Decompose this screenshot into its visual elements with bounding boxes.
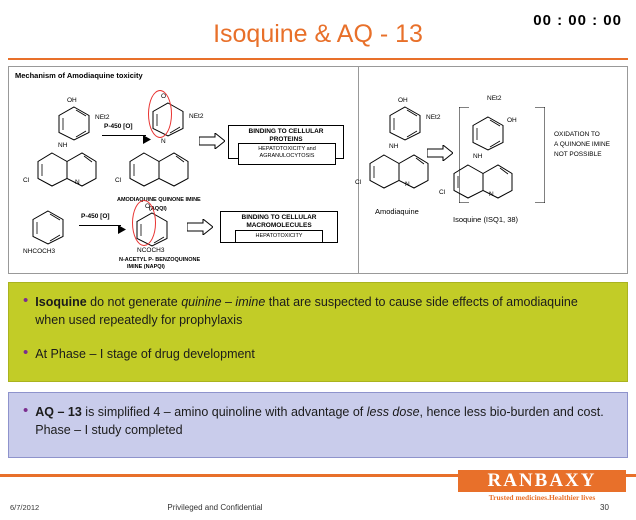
fig-label-aqqi-abbr: (AQQI) — [149, 206, 167, 212]
binding-arrow-2 — [187, 219, 213, 240]
fig-label-napqi-abbr: IMINE (NAPQI) — [127, 264, 165, 270]
bullet-icon: • — [23, 402, 29, 419]
binding-arrow-1 — [199, 133, 225, 154]
highlight-ellipse-1 — [148, 90, 172, 138]
page-title: Isoquine & AQ - 13 — [213, 20, 423, 48]
bullet-text-aq13 — [35, 403, 611, 439]
benzene-ring-r1 — [388, 105, 422, 141]
fig-label-nh-1: NH — [58, 142, 68, 149]
timer-display: 00 : 00 : 00 — [533, 12, 622, 29]
fig-r-isoquine-name: Isoquine (ISQ1, 38) — [453, 215, 519, 224]
binding-box-1-line3: AGRANULOCYTOSIS — [259, 152, 315, 159]
bullet-text-phase: At Phase – I stage of drug development — [35, 347, 255, 361]
highlight-ellipse-2 — [132, 200, 156, 246]
fig-label-nhcoch3: NHCOCH3 — [23, 248, 56, 255]
fig-label-ncoch3: NCOCH3 — [137, 247, 165, 254]
oxidation-note-line3: NOT POSSIBLE — [554, 151, 602, 158]
footer-confidential: Privileged and Confidential — [167, 503, 263, 512]
fig-label-n-1: N — [161, 138, 166, 145]
fig-label-net2-1: NEt2 — [95, 114, 110, 121]
bullet-italic-2: less dose — [366, 405, 420, 419]
fig-r-label-nh: NH — [389, 143, 399, 150]
bullet-item-aq13 — [23, 403, 611, 439]
oxidation-arrow — [427, 145, 453, 166]
bullet-lead-isoquine: Isoquine — [35, 295, 87, 309]
bullet-icon: • — [23, 344, 29, 361]
binding-box-2-effects — [235, 230, 323, 243]
binding-box-1-title: BINDING TO CELLULAR PROTEINS — [248, 128, 324, 144]
fig-r-label-n: N — [405, 181, 410, 188]
fig-r2-label-n: N — [489, 191, 494, 198]
brand-tagline: Trusted medicines.Healthier lives — [488, 493, 596, 502]
fig-label-cl-2: Cl — [115, 177, 122, 184]
fig-r-label-net2: NEt2 — [426, 114, 441, 121]
fig-r-label-cl: Cl — [355, 179, 362, 186]
bullet-text-isoquine — [35, 293, 611, 329]
brand-name: RANBAXY — [458, 470, 626, 492]
footer-date: 6/7/2012 — [10, 503, 40, 512]
bullet-item-phase — [23, 345, 611, 363]
figure-panel — [8, 66, 628, 274]
fig-label-cl-1: Cl — [23, 177, 30, 184]
figure-divider — [358, 67, 359, 273]
bullet-seg-2: that are suspected to cause side effects of amodiaquine when used repeatedly for prophylaxis — [35, 295, 578, 328]
benzene-ring-2 — [31, 209, 65, 245]
fig-label-p450-1: P-450 [O] — [104, 123, 133, 130]
isoquine-content-block — [8, 282, 628, 382]
isoquine-bracket — [459, 107, 545, 208]
bullet-seg-4: , hence less bio-burden and cost. Phase – I study completed — [35, 405, 604, 438]
fig-r2-label-oh: OH — [507, 117, 517, 124]
fig-label-n-ring-1: N — [75, 179, 80, 186]
quinoline-ring-2 — [129, 151, 191, 187]
quinoline-ring-1 — [37, 151, 99, 187]
bullet-seg-1: do not generate — [86, 295, 182, 309]
fig-label-o-1: O — [161, 93, 167, 100]
benzene-ring-1 — [57, 105, 91, 141]
fig-r-amodiaquine-name: Amodiaquine — [375, 207, 419, 216]
reaction-arrow-head-1 — [143, 131, 151, 149]
quinoline-ring-r1 — [369, 153, 431, 189]
oxidation-note-line2: A QUINONE IMINE — [554, 141, 610, 148]
binding-box-2-line2: HEPATOTOXICITY — [255, 233, 303, 239]
binding-box-1-effects — [238, 143, 336, 165]
brand-logo — [458, 470, 626, 502]
bullet-seg-3: is simplified 4 – amino quinoline with advantage of — [81, 405, 367, 419]
fig-label-napqi-name: N-ACETYL P- BENZOQUINONE — [119, 257, 201, 263]
reaction-arrow-head-2 — [118, 221, 126, 239]
footer-page-number: 30 — [600, 503, 609, 512]
fig-label-net2-2: NEt2 — [189, 113, 204, 120]
binding-box-1-line2: HEPATOTOXICITY and — [258, 146, 316, 152]
fig-r2-label-net2: NEt2 — [487, 95, 502, 102]
figure-caption: Mechanism of Amodiaquine toxicity — [15, 71, 143, 80]
fig-r-label-oh: OH — [398, 97, 408, 104]
title-divider — [8, 58, 628, 60]
fig-label-o-2: O — [145, 203, 151, 210]
binding-box-2-title: BINDING TO CELLULAR MACROMOLECULES — [241, 214, 317, 230]
bullet-item-isoquine — [23, 293, 611, 329]
bullet-icon: • — [23, 292, 29, 309]
bullet-italic-1: quinine – imine — [181, 295, 266, 309]
reaction-arrow-2 — [79, 225, 121, 226]
fig-label-oh-1: OH — [67, 97, 77, 104]
fig-label-p450-2: P-450 [O] — [81, 213, 110, 220]
fig-r2-label-nh: NH — [473, 153, 483, 160]
oxidation-note-line1: OXIDATION TO — [554, 131, 600, 138]
bullet-lead-aq13: AQ – 13 — [35, 405, 82, 419]
reaction-arrow-1 — [102, 135, 146, 136]
fig-label-aqqi-name: AMODIAQUINE QUINONE IMINE — [117, 197, 201, 203]
aq13-content-block — [8, 392, 628, 458]
fig-r2-label-cl: Cl — [439, 189, 446, 196]
